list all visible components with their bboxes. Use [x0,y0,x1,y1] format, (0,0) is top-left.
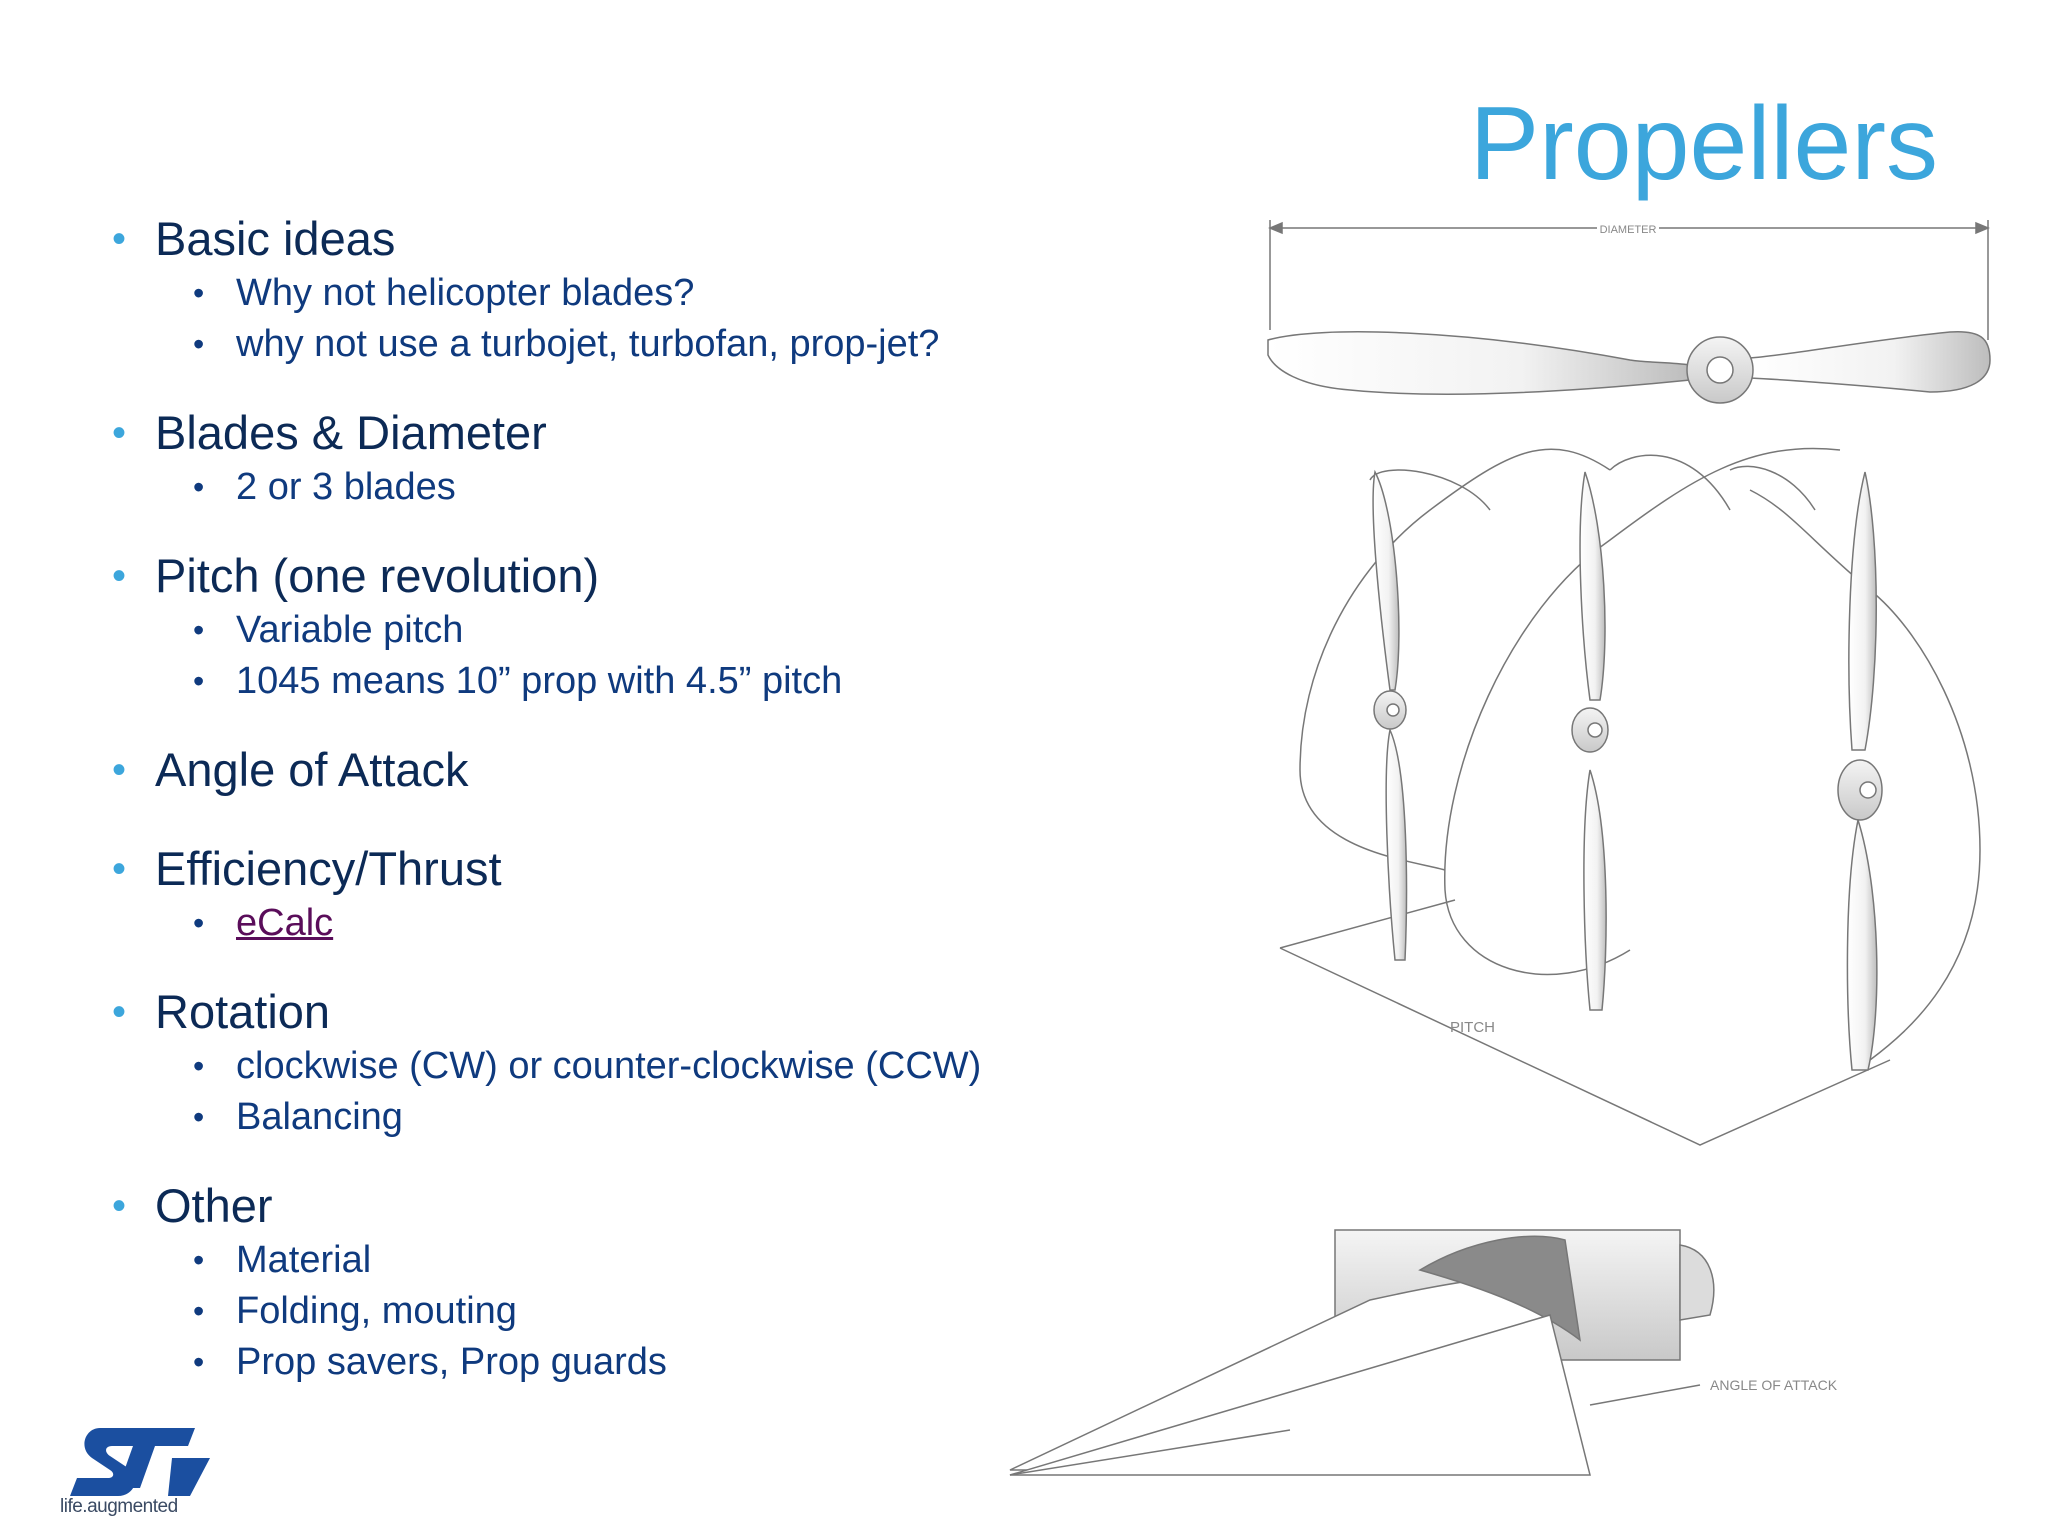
bullet-basic-ideas [112,210,1112,268]
bullet-heading: Pitch (one revolution) [155,549,600,602]
bullet-icon: • [193,275,205,311]
bullet-icon: • [112,1184,127,1228]
helix-link-2 [1610,455,1730,510]
sub-bullet [112,268,1112,319]
bullet-heading: Efficiency/Thrust [155,842,502,895]
bullet-pitch [112,547,1112,605]
bullet-efficiency-thrust [112,840,1112,898]
ecalc-link[interactable]: eCalc [236,902,334,944]
bullet-list [112,210,1112,1388]
sub-bullet [112,1092,1112,1143]
sub-bullet-text: 2 or 3 blades [236,466,456,508]
helix-loop-2 [1445,448,1840,974]
bullet-icon: • [112,847,127,891]
bullet-heading: Angle of Attack [155,743,469,796]
bullet-rotation [112,983,1112,1041]
sub-bullet [112,1041,1112,1092]
sub-bullet-text: Variable pitch [236,609,464,651]
sub-bullet-text: Balancing [236,1096,403,1138]
bullet-icon: • [193,1099,205,1135]
bullet-icon: • [193,1344,205,1380]
sub-bullet [112,1337,1112,1388]
slide-title: Propellers [1469,86,1938,202]
sub-bullet-text: Prop savers, Prop guards [236,1341,667,1383]
angle-of-attack-view [1010,1230,1714,1475]
sub-bullet-text: clockwise (CW) or counter-clockwise (CCW) [236,1045,982,1087]
bullet-heading: Blades & Diameter [155,406,547,459]
bullet-heading: Other [155,1179,273,1232]
pitch-blade-3 [1838,472,1882,1070]
sub-bullet [112,898,1112,949]
bullet-other [112,1177,1112,1235]
pitch-blade-1 [1373,472,1406,960]
bullet-icon: • [193,663,205,699]
diameter-view [1268,220,1990,403]
sub-bullet-text: Folding, mouting [236,1290,517,1332]
aoa-hub-end [1680,1245,1714,1320]
sub-bullet [112,462,1112,513]
sub-bullet-text: 1045 means 10” prop with 4.5” pitch [236,660,843,702]
sub-bullet-text: why not use a turbojet, turbofan, prop-jet? [236,323,940,365]
logo-tagline: life.augmented [60,1496,178,1517]
angle-of-attack-label: ANGLE OF ATTACK [1710,1377,1838,1393]
bullet-icon: • [193,469,205,505]
pitch-blade-2 [1572,472,1608,1010]
sub-bullet [112,605,1112,656]
bullet-icon: • [193,326,205,362]
bullet-icon: • [112,990,127,1034]
propeller-hub-hole [1707,357,1733,383]
bullet-icon: • [193,612,205,648]
propeller-diagram [990,210,2020,1510]
bullet-icon: • [112,217,127,261]
bullet-heading: Basic ideas [155,212,396,265]
sub-bullet [112,1235,1112,1286]
sub-bullet-text: Material [236,1239,372,1281]
sub-bullet [112,1286,1112,1337]
diameter-label: DIAMETER [1599,224,1657,236]
bullet-icon: • [193,905,205,941]
bullet-icon: • [193,1048,205,1084]
bullet-blades-diameter [112,404,1112,462]
helix-loop-1 [1300,449,1610,870]
bullet-icon: • [112,554,127,598]
pitch-label: PITCH [1450,1019,1495,1036]
bullet-angle-of-attack [112,741,1112,799]
sub-bullet [112,319,1112,370]
helix-link-1 [1370,470,1490,510]
propeller-blade-right [1750,332,1990,392]
bullet-icon: • [193,1293,205,1329]
bullet-icon: • [193,1242,205,1278]
aoa-leader-line [1590,1385,1700,1405]
bullet-icon: • [112,411,127,455]
sub-bullet-text: Why not helicopter blades? [236,272,695,314]
bullet-heading: Rotation [155,985,331,1038]
sub-bullet [112,656,1112,707]
bullet-icon: • [112,748,127,792]
propeller-blade-left [1268,332,1690,394]
